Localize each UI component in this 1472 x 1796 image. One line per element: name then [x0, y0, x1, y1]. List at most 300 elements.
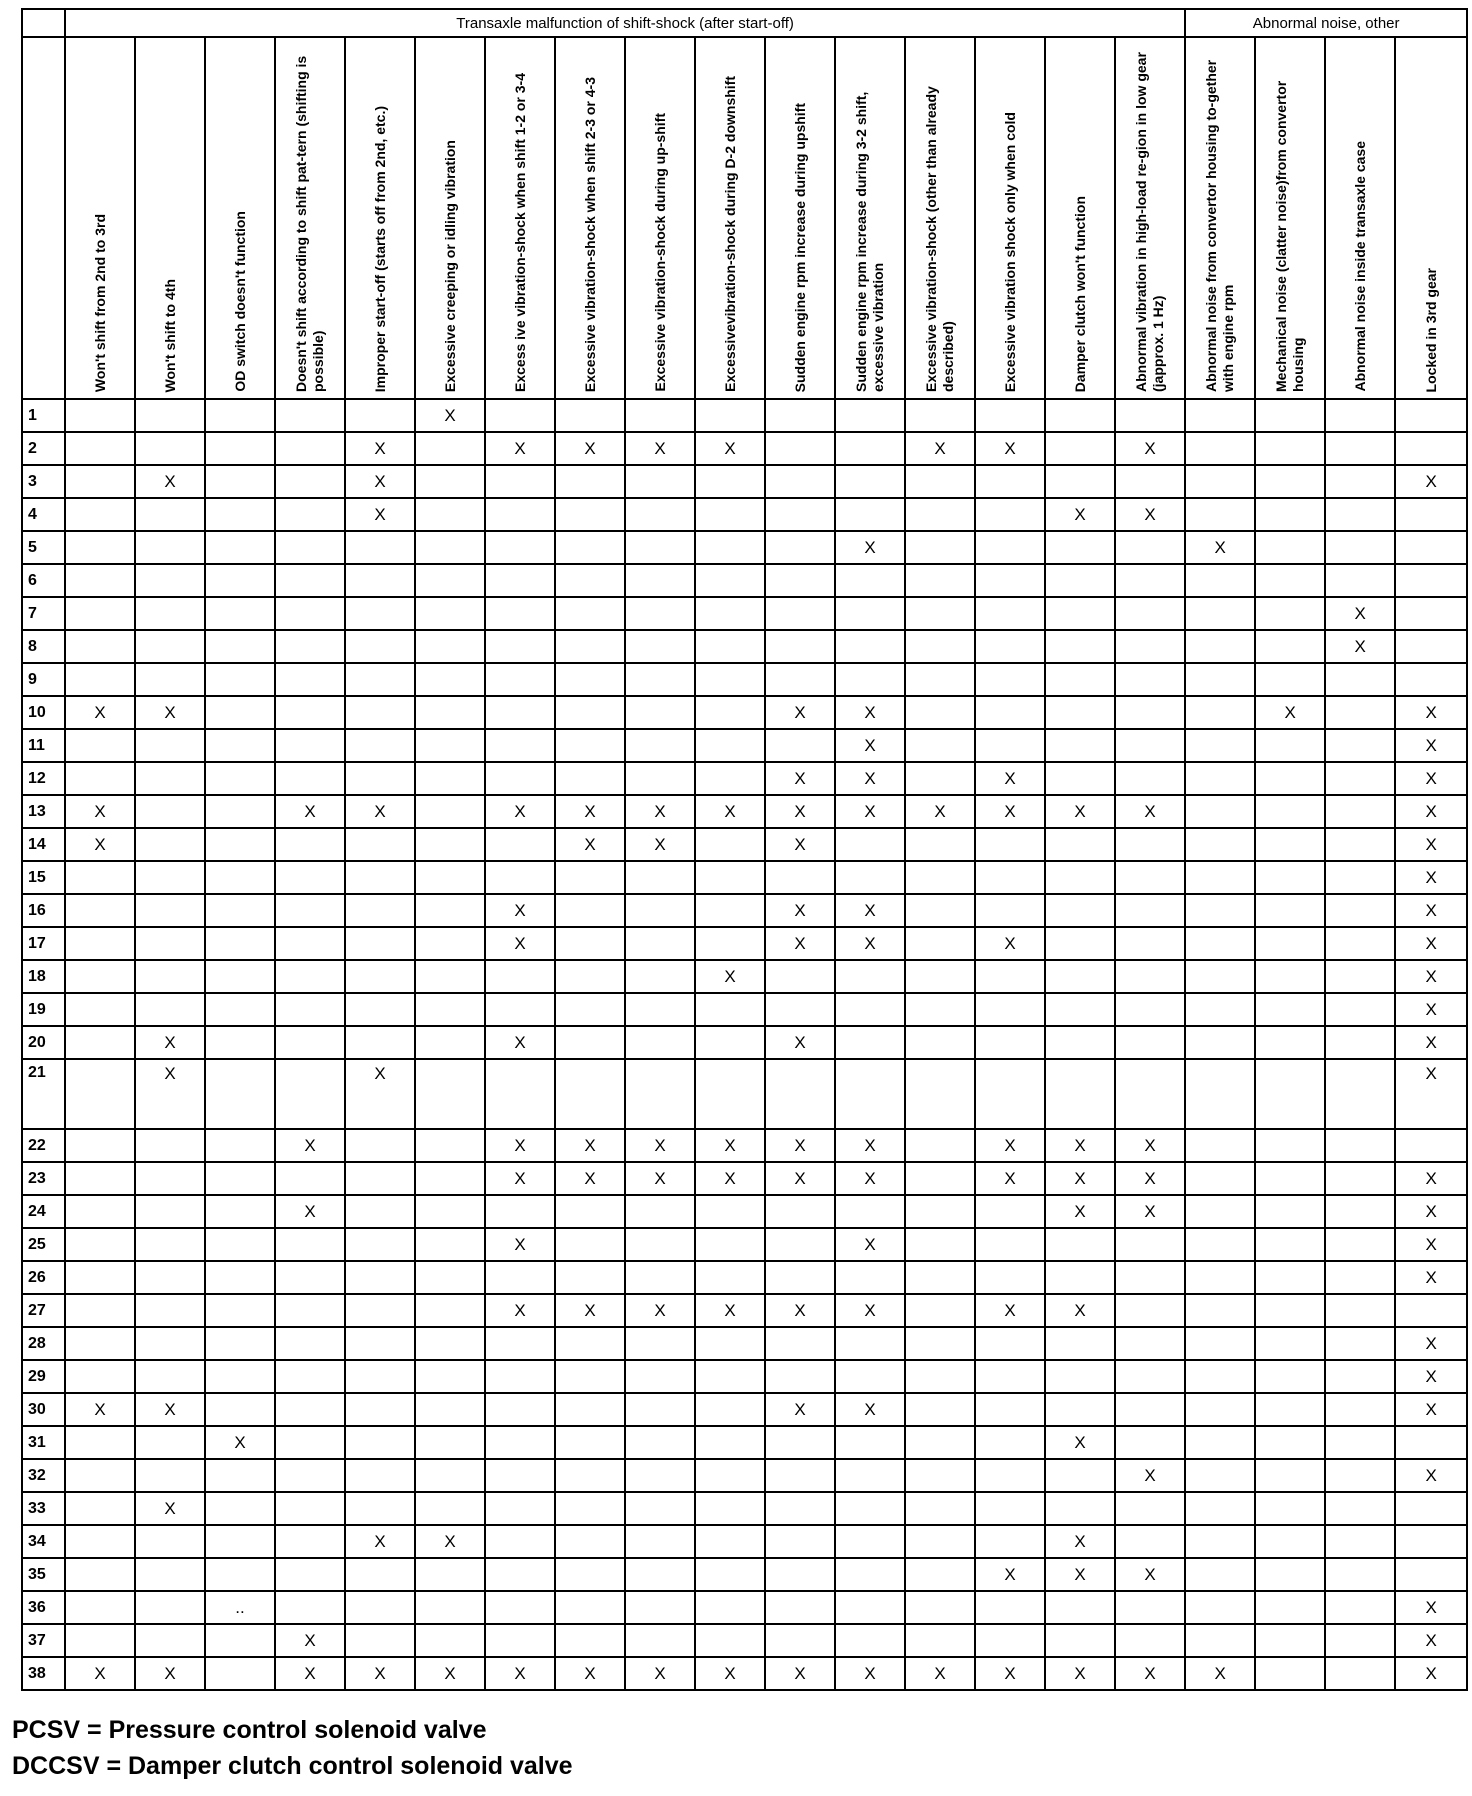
mark-cell — [1255, 1525, 1325, 1558]
mark-cell — [625, 663, 695, 696]
table-row — [22, 1261, 1467, 1294]
mark-cell: X — [975, 1558, 1045, 1591]
mark-cell — [695, 1393, 765, 1426]
mark-cell: X — [1395, 1657, 1467, 1690]
mark-cell: X — [135, 1657, 205, 1690]
mark-cell — [835, 1459, 905, 1492]
mark-cell — [765, 1459, 835, 1492]
mark-cell: X — [835, 1294, 905, 1327]
symptom-label: Excessive creeping or idling vibration — [441, 139, 458, 392]
symptom-header — [205, 37, 275, 399]
mark-cell — [625, 729, 695, 762]
mark-cell — [135, 762, 205, 795]
mark-cell — [905, 1360, 975, 1393]
mark-cell — [1255, 1294, 1325, 1327]
mark-cell — [205, 399, 275, 432]
mark-cell — [135, 1294, 205, 1327]
diagnosis-chart — [21, 8, 1466, 1703]
mark-cell — [555, 1525, 625, 1558]
mark-cell — [975, 1525, 1045, 1558]
mark-cell — [205, 531, 275, 564]
mark-cell — [1185, 564, 1255, 597]
mark-cell — [415, 828, 485, 861]
mark-cell — [1185, 729, 1255, 762]
mark-cell — [625, 861, 695, 894]
mark-cell — [765, 531, 835, 564]
mark-cell — [275, 927, 345, 960]
mark-cell — [1115, 1525, 1185, 1558]
mark-cell: X — [485, 1657, 555, 1690]
mark-cell — [135, 564, 205, 597]
mark-cell — [1185, 828, 1255, 861]
mark-cell — [415, 1228, 485, 1261]
symptom-label: Won't shift from 2nd to 3rd — [91, 213, 108, 392]
mark-cell — [275, 1591, 345, 1624]
mark-cell — [695, 1426, 765, 1459]
mark-cell — [135, 1195, 205, 1228]
mark-cell: X — [135, 465, 205, 498]
mark-cell — [1185, 696, 1255, 729]
mark-cell — [345, 564, 415, 597]
mark-cell — [975, 1393, 1045, 1426]
mark-cell — [1045, 1261, 1115, 1294]
mark-cell: X — [1045, 498, 1115, 531]
mark-cell — [905, 1624, 975, 1657]
mark-cell — [1045, 927, 1115, 960]
mark-cell — [695, 1624, 765, 1657]
mark-cell — [415, 729, 485, 762]
mark-cell — [275, 1426, 345, 1459]
mark-cell — [1115, 663, 1185, 696]
mark-cell — [975, 993, 1045, 1026]
mark-cell — [345, 1228, 415, 1261]
mark-cell: X — [835, 894, 905, 927]
mark-cell — [905, 1558, 975, 1591]
mark-cell — [555, 1327, 625, 1360]
table-row — [22, 927, 1467, 960]
symptom-label: Improper start-off (starts off from 2nd, etc.) — [371, 105, 388, 392]
mark-cell — [1325, 1393, 1395, 1426]
mark-cell: X — [835, 729, 905, 762]
row-number: 21 — [22, 1059, 65, 1129]
mark-cell — [1325, 564, 1395, 597]
mark-cell — [765, 861, 835, 894]
mark-cell — [835, 1525, 905, 1558]
mark-cell — [415, 993, 485, 1026]
mark-cell — [555, 1426, 625, 1459]
mark-cell — [1395, 1492, 1467, 1525]
mark-cell — [555, 861, 625, 894]
mark-cell — [1395, 564, 1467, 597]
mark-cell — [275, 1261, 345, 1294]
mark-cell — [835, 465, 905, 498]
mark-cell — [555, 564, 625, 597]
mark-cell — [1045, 894, 1115, 927]
mark-cell — [1395, 1525, 1467, 1558]
mark-cell — [1115, 1327, 1185, 1360]
mark-cell: X — [1395, 1459, 1467, 1492]
mark-cell — [975, 1459, 1045, 1492]
mark-cell — [275, 861, 345, 894]
mark-cell — [1045, 1026, 1115, 1059]
mark-cell — [765, 1059, 835, 1129]
mark-cell — [205, 432, 275, 465]
mark-cell — [765, 663, 835, 696]
mark-cell — [1185, 894, 1255, 927]
mark-cell — [65, 762, 135, 795]
mark-cell — [275, 1162, 345, 1195]
mark-cell — [1115, 1426, 1185, 1459]
mark-cell — [835, 828, 905, 861]
mark-cell: X — [485, 432, 555, 465]
mark-cell: X — [1395, 828, 1467, 861]
mark-cell — [135, 993, 205, 1026]
mark-cell — [65, 1525, 135, 1558]
mark-cell — [1255, 894, 1325, 927]
table-row — [22, 1059, 1467, 1129]
mark-cell — [695, 894, 765, 927]
mark-cell — [625, 894, 695, 927]
mark-cell: X — [275, 1195, 345, 1228]
legend-pcsv: PCSV = Pressure control solenoid valve — [12, 1716, 487, 1744]
row-number: 32 — [22, 1459, 65, 1492]
mark-cell — [975, 861, 1045, 894]
mark-cell — [695, 1492, 765, 1525]
mark-cell — [485, 630, 555, 663]
mark-cell — [905, 498, 975, 531]
mark-cell — [135, 630, 205, 663]
mark-cell — [205, 1525, 275, 1558]
mark-cell — [905, 960, 975, 993]
mark-cell — [65, 465, 135, 498]
row-number: 8 — [22, 630, 65, 663]
mark-cell: X — [765, 1026, 835, 1059]
table-row — [22, 1360, 1467, 1393]
mark-cell — [975, 1624, 1045, 1657]
mark-cell — [275, 1228, 345, 1261]
mark-cell: X — [1395, 729, 1467, 762]
mark-cell — [1185, 1294, 1255, 1327]
mark-cell — [1115, 465, 1185, 498]
mark-cell: X — [975, 1294, 1045, 1327]
mark-cell — [555, 1059, 625, 1129]
mark-cell — [625, 1195, 695, 1228]
mark-cell: X — [835, 762, 905, 795]
mark-cell — [765, 729, 835, 762]
mark-cell — [1185, 498, 1255, 531]
mark-cell — [765, 630, 835, 663]
table-row — [22, 1162, 1467, 1195]
mark-cell — [835, 1591, 905, 1624]
mark-cell — [485, 729, 555, 762]
mark-cell — [205, 1129, 275, 1162]
mark-cell — [205, 663, 275, 696]
mark-cell: X — [1045, 1129, 1115, 1162]
symptom-header — [415, 37, 485, 399]
mark-cell — [975, 1195, 1045, 1228]
mark-cell: X — [275, 1129, 345, 1162]
mark-cell — [1325, 1059, 1395, 1129]
mark-cell: .. — [205, 1591, 275, 1624]
mark-cell — [1045, 663, 1115, 696]
mark-cell — [205, 1026, 275, 1059]
mark-cell — [1325, 1558, 1395, 1591]
mark-cell — [205, 1558, 275, 1591]
mark-cell — [1185, 1162, 1255, 1195]
mark-cell — [1185, 993, 1255, 1026]
mark-cell — [975, 1360, 1045, 1393]
mark-cell: X — [975, 927, 1045, 960]
mark-cell — [765, 465, 835, 498]
mark-cell — [415, 1558, 485, 1591]
mark-cell: X — [1395, 894, 1467, 927]
mark-cell — [625, 927, 695, 960]
mark-cell — [415, 597, 485, 630]
mark-cell — [135, 1129, 205, 1162]
mark-cell — [1255, 960, 1325, 993]
mark-cell: X — [345, 498, 415, 531]
row-number: 36 — [22, 1591, 65, 1624]
mark-cell — [485, 663, 555, 696]
table-row — [22, 1657, 1467, 1690]
mark-cell — [1325, 960, 1395, 993]
mark-cell — [65, 1558, 135, 1591]
mark-cell — [415, 1591, 485, 1624]
mark-cell: X — [695, 432, 765, 465]
mark-cell — [1185, 1026, 1255, 1059]
mark-cell — [135, 960, 205, 993]
mark-cell: X — [345, 795, 415, 828]
mark-cell — [205, 993, 275, 1026]
mark-cell — [625, 498, 695, 531]
symptom-label: Excessive vibration-shock (other than already described) — [923, 86, 956, 392]
mark-cell: X — [1115, 1657, 1185, 1690]
mark-cell: X — [1045, 1426, 1115, 1459]
table-row — [22, 1591, 1467, 1624]
symptom-header — [1255, 37, 1325, 399]
table-row — [22, 1294, 1467, 1327]
mark-cell — [625, 1327, 695, 1360]
symptom-header — [555, 37, 625, 399]
mark-cell: X — [345, 432, 415, 465]
mark-cell — [1185, 960, 1255, 993]
mark-cell — [275, 1525, 345, 1558]
mark-cell — [905, 1162, 975, 1195]
mark-cell — [1185, 630, 1255, 663]
mark-cell — [415, 630, 485, 663]
row-number: 25 — [22, 1228, 65, 1261]
mark-cell: X — [135, 1059, 205, 1129]
mark-cell — [415, 960, 485, 993]
row-number: 34 — [22, 1525, 65, 1558]
mark-cell — [695, 1459, 765, 1492]
mark-cell — [1185, 1558, 1255, 1591]
mark-cell — [485, 1492, 555, 1525]
mark-cell — [65, 960, 135, 993]
mark-cell — [1395, 663, 1467, 696]
mark-cell — [975, 1261, 1045, 1294]
mark-cell: X — [1045, 1162, 1115, 1195]
mark-cell — [275, 960, 345, 993]
mark-cell — [1255, 531, 1325, 564]
mark-cell — [275, 729, 345, 762]
mark-cell: X — [765, 1162, 835, 1195]
mark-cell — [1255, 399, 1325, 432]
mark-cell — [905, 1059, 975, 1129]
table-row — [22, 1492, 1467, 1525]
mark-cell — [1325, 1591, 1395, 1624]
mark-cell — [835, 1426, 905, 1459]
mark-cell: X — [275, 795, 345, 828]
mark-cell — [415, 663, 485, 696]
mark-cell: X — [485, 1129, 555, 1162]
mark-cell: X — [1045, 1657, 1115, 1690]
mark-cell — [1395, 630, 1467, 663]
table-row — [22, 399, 1467, 432]
mark-cell — [1045, 1327, 1115, 1360]
row-number: 33 — [22, 1492, 65, 1525]
mark-cell: X — [625, 1657, 695, 1690]
mark-cell — [835, 399, 905, 432]
mark-cell: X — [1045, 1195, 1115, 1228]
mark-cell — [695, 1059, 765, 1129]
mark-cell: X — [975, 795, 1045, 828]
mark-cell — [1255, 1426, 1325, 1459]
symptom-label: Excessivevibration-shock during D-2 downshift — [721, 76, 738, 392]
mark-cell: X — [905, 432, 975, 465]
mark-cell — [65, 1624, 135, 1657]
mark-cell — [1185, 861, 1255, 894]
mark-cell — [65, 564, 135, 597]
symptom-header — [975, 37, 1045, 399]
mark-cell — [65, 630, 135, 663]
mark-cell — [695, 498, 765, 531]
mark-cell: X — [555, 828, 625, 861]
table-row — [22, 564, 1467, 597]
mark-cell — [765, 1261, 835, 1294]
mark-cell — [1115, 1294, 1185, 1327]
mark-cell — [485, 1195, 555, 1228]
mark-cell — [625, 630, 695, 663]
mark-cell: X — [765, 762, 835, 795]
mark-cell — [415, 1360, 485, 1393]
mark-cell: X — [1395, 861, 1467, 894]
table-row — [22, 828, 1467, 861]
mark-cell: X — [65, 828, 135, 861]
mark-cell: X — [135, 1492, 205, 1525]
mark-cell — [275, 498, 345, 531]
mark-cell — [1115, 531, 1185, 564]
mark-cell — [1185, 465, 1255, 498]
mark-cell — [135, 498, 205, 531]
mark-cell: X — [555, 432, 625, 465]
mark-cell — [975, 1026, 1045, 1059]
mark-cell — [1185, 1426, 1255, 1459]
mark-cell — [975, 894, 1045, 927]
mark-cell — [975, 399, 1045, 432]
mark-cell — [765, 1426, 835, 1459]
mark-cell — [625, 1426, 695, 1459]
mark-cell — [345, 630, 415, 663]
mark-cell: X — [1395, 465, 1467, 498]
mark-cell — [905, 828, 975, 861]
mark-cell — [835, 1558, 905, 1591]
row-number: 19 — [22, 993, 65, 1026]
mark-cell — [905, 993, 975, 1026]
mark-cell: X — [695, 1129, 765, 1162]
mark-cell — [765, 1327, 835, 1360]
mark-cell — [135, 1558, 205, 1591]
mark-cell — [205, 729, 275, 762]
table-row — [22, 861, 1467, 894]
mark-cell — [65, 1228, 135, 1261]
mark-cell — [555, 597, 625, 630]
row-number: 16 — [22, 894, 65, 927]
mark-cell — [975, 564, 1045, 597]
row-number: 10 — [22, 696, 65, 729]
mark-cell: X — [1395, 1059, 1467, 1129]
mark-cell — [205, 927, 275, 960]
mark-cell — [485, 1059, 555, 1129]
mark-cell — [135, 861, 205, 894]
mark-cell — [1115, 729, 1185, 762]
mark-cell — [905, 927, 975, 960]
row-number: 1 — [22, 399, 65, 432]
mark-cell — [1255, 861, 1325, 894]
mark-cell — [275, 993, 345, 1026]
mark-cell — [415, 465, 485, 498]
mark-cell — [1115, 1261, 1185, 1294]
mark-cell — [275, 1327, 345, 1360]
mark-cell — [1255, 1327, 1325, 1360]
mark-cell — [415, 1026, 485, 1059]
symptom-header — [1185, 37, 1255, 399]
mark-cell — [275, 1492, 345, 1525]
mark-cell — [1045, 564, 1115, 597]
mark-cell — [555, 531, 625, 564]
mark-cell — [275, 1026, 345, 1059]
mark-cell — [905, 861, 975, 894]
symptom-header — [835, 37, 905, 399]
mark-cell — [345, 993, 415, 1026]
mark-cell — [975, 696, 1045, 729]
mark-cell: X — [1395, 1393, 1467, 1426]
row-number: 23 — [22, 1162, 65, 1195]
mark-cell: X — [1115, 1459, 1185, 1492]
table-row — [22, 1624, 1467, 1657]
mark-cell: X — [555, 1129, 625, 1162]
symptom-header — [1115, 37, 1185, 399]
mark-cell — [65, 1261, 135, 1294]
mark-cell — [765, 1492, 835, 1525]
mark-cell — [1185, 432, 1255, 465]
mark-cell — [905, 1426, 975, 1459]
mark-cell — [625, 1228, 695, 1261]
mark-cell — [65, 531, 135, 564]
mark-cell — [1325, 894, 1395, 927]
table-row — [22, 630, 1467, 663]
symptom-header — [905, 37, 975, 399]
mark-cell — [415, 1059, 485, 1129]
mark-cell — [205, 1657, 275, 1690]
mark-cell: X — [415, 399, 485, 432]
mark-cell: X — [975, 762, 1045, 795]
mark-cell — [135, 1525, 205, 1558]
row-number: 2 — [22, 432, 65, 465]
mark-cell: X — [1395, 1162, 1467, 1195]
symptom-label: Locked in 3rd gear — [1422, 267, 1439, 392]
mark-cell — [135, 1360, 205, 1393]
